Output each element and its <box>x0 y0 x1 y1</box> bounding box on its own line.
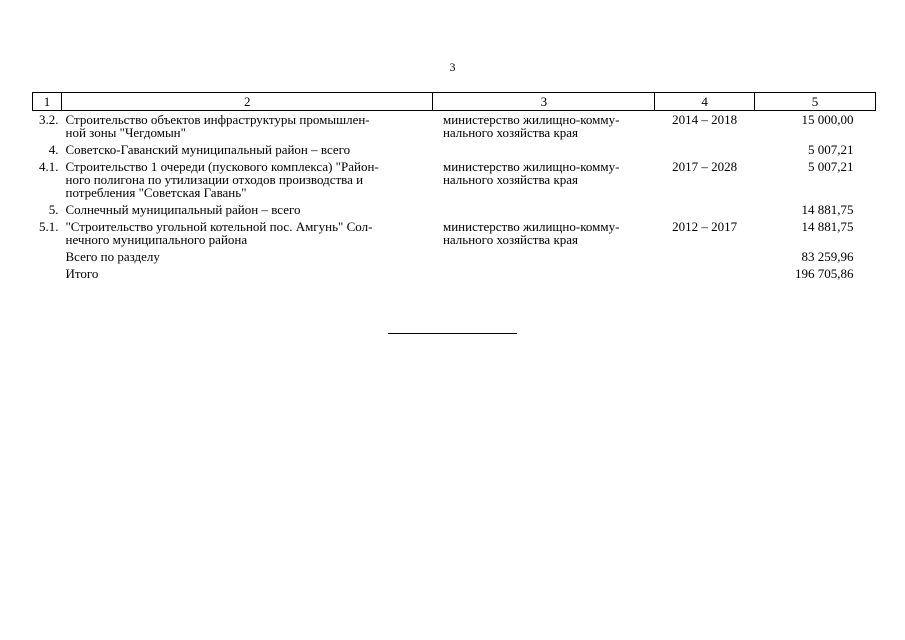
row-name: Солнечный муниципальный район – всего <box>65 202 301 217</box>
row-number <box>33 265 62 282</box>
row-executor <box>433 201 655 218</box>
header-col-1: 1 <box>33 93 62 111</box>
row-number: 4. <box>48 142 59 157</box>
row-amount: 14 881,75 <box>801 219 854 234</box>
row-years: 2012 – 2017 <box>672 219 738 234</box>
row-amount: 15 000,00 <box>801 112 854 127</box>
row-name: Итого <box>65 266 99 281</box>
row-years: 2014 – 2018 <box>672 112 738 127</box>
row-number: 3.2. <box>38 112 59 127</box>
row-amount: 14 881,75 <box>801 202 854 217</box>
row-name: Всего по разделу <box>65 249 160 264</box>
table-row <box>33 265 876 282</box>
table-row <box>33 141 876 158</box>
row-executor <box>433 248 655 265</box>
program-table <box>32 92 876 282</box>
table-row <box>33 201 876 218</box>
header-col-2: 2 <box>61 93 432 111</box>
row-years: 2017 – 2028 <box>672 159 738 174</box>
row-years <box>655 265 755 282</box>
row-amount: 196 705,86 <box>795 266 854 281</box>
row-amount: 83 259,96 <box>801 249 854 264</box>
page-number: 3 <box>449 60 456 74</box>
row-name: Строительство объектов инфраструктуры промышлен- ной зоны "Чегдомын" <box>65 112 370 140</box>
table-row <box>33 218 876 248</box>
row-name: Строительство 1 очереди (пускового комплекса) "Район- ного полигона по утилизации отходов производства и потребления "Советская Гавань" <box>65 159 379 200</box>
table-row <box>33 111 876 142</box>
row-number: 5. <box>48 202 59 217</box>
row-amount: 5 007,21 <box>808 142 854 157</box>
row-executor <box>433 141 655 158</box>
row-executor: министерство жилищно-комму- нального хозяйства края <box>442 219 620 247</box>
row-years <box>655 201 755 218</box>
row-years <box>655 248 755 265</box>
row-number: 5.1. <box>38 219 59 234</box>
row-name: Советско-Гаванский муниципальный район – всего <box>65 142 351 157</box>
table-row <box>33 158 876 201</box>
row-name: "Строительство угольной котельной пос. Амгунь" Сол- нечного муниципального района <box>65 219 373 247</box>
table-row <box>33 248 876 265</box>
row-executor <box>433 265 655 282</box>
header-col-3: 3 <box>433 93 655 111</box>
header-col-5: 5 <box>755 93 876 111</box>
header-col-4: 4 <box>655 93 755 111</box>
row-executor: министерство жилищно-комму- нального хозяйства края <box>442 159 620 187</box>
row-amount: 5 007,21 <box>808 159 854 174</box>
row-number: 4.1. <box>38 159 59 174</box>
row-number <box>33 248 62 265</box>
end-rule <box>388 333 517 334</box>
row-executor: министерство жилищно-комму- нального хозяйства края <box>442 112 620 140</box>
table-header-row <box>33 93 876 111</box>
row-years <box>655 141 755 158</box>
